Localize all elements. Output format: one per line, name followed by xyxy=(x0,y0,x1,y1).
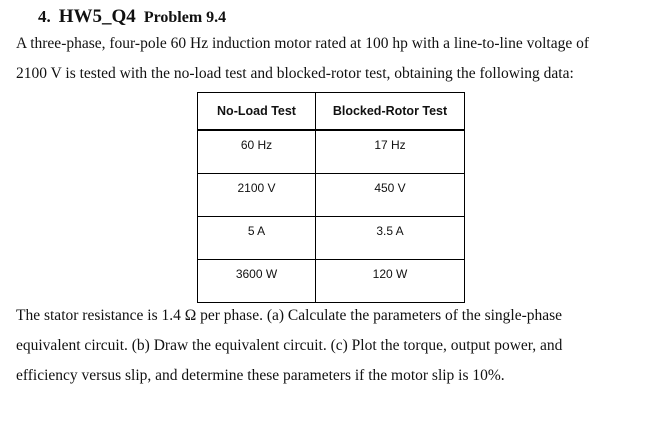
table-row xyxy=(198,217,465,260)
problem-label: Problem 9.4 xyxy=(143,9,227,26)
table-cell: 450 V xyxy=(316,174,465,217)
table-cell: 5 A xyxy=(198,217,316,260)
table-header-row xyxy=(198,93,465,131)
question-paragraph xyxy=(16,301,562,391)
table-cell: 2100 V xyxy=(198,174,316,217)
assignment-label: HW5_Q4 xyxy=(58,6,136,27)
question-line: equivalent circuit. (b) Draw the equivalent circuit. (c) Plot the torque, output power, and xyxy=(16,337,563,354)
table-cell: 3600 W xyxy=(198,260,316,303)
table-cell: 60 Hz xyxy=(198,130,316,174)
table-cell: 120 W xyxy=(316,260,465,303)
problem-heading xyxy=(38,6,226,28)
table-row xyxy=(198,260,465,303)
column-header-no-load: No-Load Test xyxy=(198,93,316,131)
problem-number: 4. xyxy=(38,7,51,26)
column-header-blocked-rotor: Blocked-Rotor Test xyxy=(316,93,465,131)
question-line: efficiency versus slip, and determine these parameters if the motor slip is 10%. xyxy=(16,367,505,384)
table-cell: 17 Hz xyxy=(316,130,465,174)
table-cell: 3.5 A xyxy=(316,217,465,260)
test-data-table xyxy=(197,92,465,303)
question-line: The stator resistance is 1.4 Ω per phase. (a) Calculate the parameters of the single-phase xyxy=(16,307,563,324)
table-row xyxy=(198,130,465,174)
intro-paragraph xyxy=(16,29,589,89)
table-row xyxy=(198,174,465,217)
intro-line: A three-phase, four-pole 60 Hz induction motor rated at 100 hp with a line-to-line voltage of xyxy=(16,35,590,52)
intro-line: 2100 V is tested with the no-load test and blocked-rotor test, obtaining the following data: xyxy=(16,65,574,82)
